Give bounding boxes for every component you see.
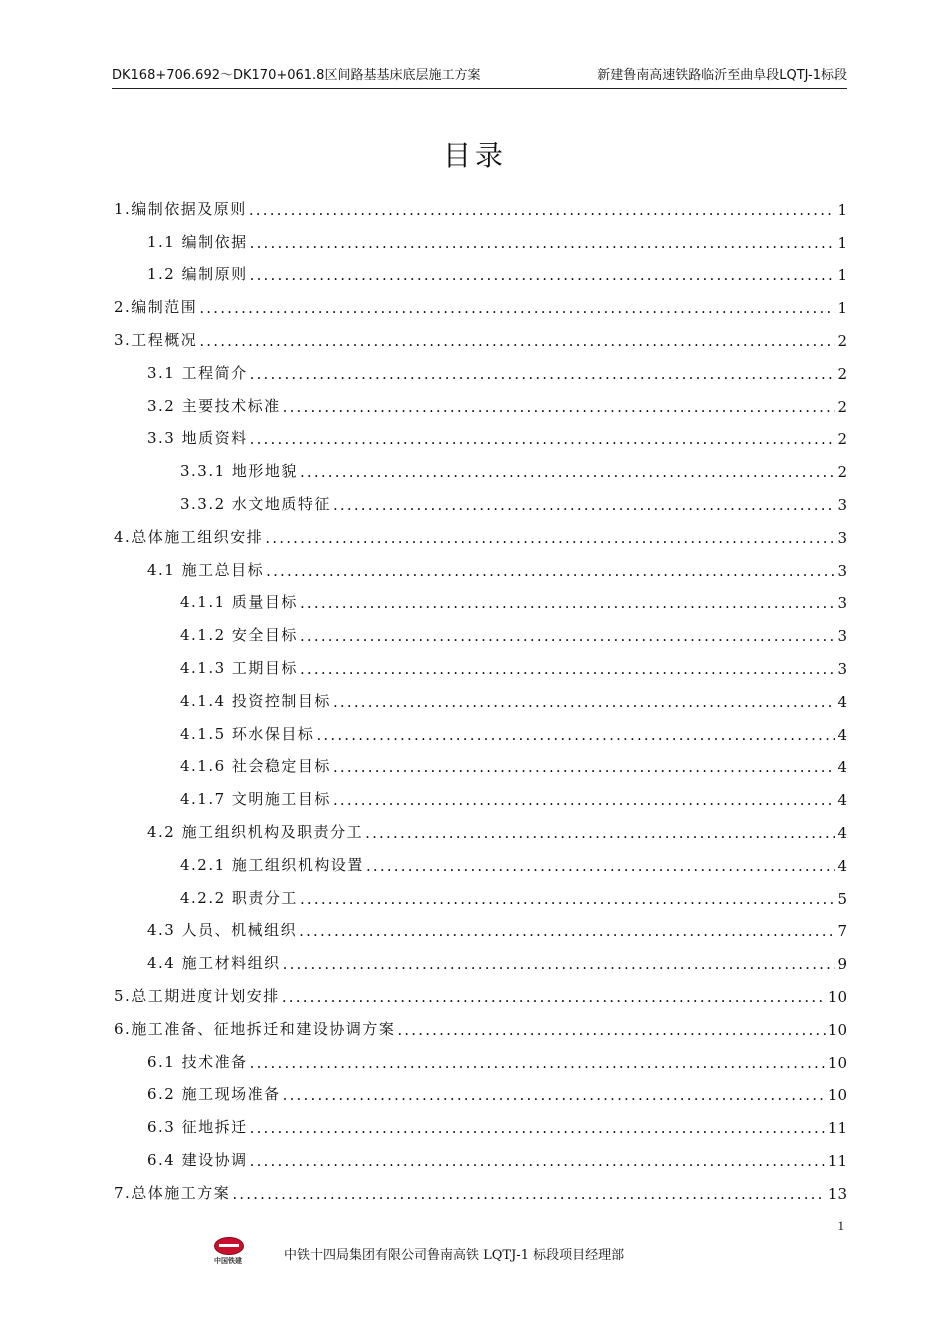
toc-entry[interactable] xyxy=(114,678,847,711)
toc-entry-label: 1.编制依据及原则 xyxy=(114,199,247,218)
toc-leader-dots xyxy=(199,332,835,350)
toc-entry-label: 4.1.2 安全目标 xyxy=(180,626,298,645)
toc-entry[interactable] xyxy=(114,875,847,908)
toc-leader-dots xyxy=(199,299,835,317)
toc-entry-label: 4.1.7 文明施工目标 xyxy=(180,790,331,809)
toc-leader-dots xyxy=(333,693,836,711)
page-number: 1 xyxy=(837,1218,844,1233)
toc-entry[interactable] xyxy=(114,809,847,842)
toc-leader-dots xyxy=(365,824,835,842)
toc-leader-dots xyxy=(283,955,836,973)
toc-entry[interactable] xyxy=(114,383,847,416)
toc-entry-label: 4.2.2 职责分工 xyxy=(180,888,298,907)
toc-leader-dots xyxy=(299,922,835,940)
toc-entry-page: 4 xyxy=(837,856,847,875)
table-of-contents xyxy=(114,186,847,1203)
toc-entry-page: 4 xyxy=(837,725,847,744)
toc-entry[interactable] xyxy=(114,776,847,809)
toc-leader-dots xyxy=(366,857,836,875)
toc-entry-page: 1 xyxy=(837,266,847,285)
toc-leader-dots xyxy=(300,660,836,678)
toc-entry-page: 3 xyxy=(837,594,847,613)
toc-leader-dots xyxy=(316,726,835,744)
toc-entry-page: 3 xyxy=(837,627,847,646)
page-title: 目录 xyxy=(442,139,507,172)
toc-entry-page: 7 xyxy=(837,922,847,941)
toc-entry[interactable] xyxy=(114,350,847,383)
toc-leader-dots xyxy=(333,496,836,514)
toc-leader-dots xyxy=(250,1152,826,1170)
toc-entry-page: 9 xyxy=(837,955,847,974)
toc-entry-label: 4.3 人员、机械组织 xyxy=(147,921,298,940)
toc-entry-label: 6.2 施工现场准备 xyxy=(147,1085,281,1104)
page-header xyxy=(112,66,847,89)
toc-entry-label: 1.2 编制原则 xyxy=(147,265,248,284)
toc-entry-page: 2 xyxy=(837,364,847,383)
toc-entry[interactable] xyxy=(114,547,847,580)
toc-entry[interactable] xyxy=(114,645,847,678)
toc-entry-label: 6.4 建设协调 xyxy=(147,1150,248,1169)
toc-entry-label: 4.总体施工组织安排 xyxy=(114,527,264,546)
toc-entry-label: 5.总工期进度计划安排 xyxy=(114,986,280,1005)
toc-leader-dots xyxy=(265,529,835,547)
toc-entry-label: 7.总体施工方案 xyxy=(114,1183,231,1202)
toc-leader-dots xyxy=(282,988,826,1006)
toc-entry-page: 10 xyxy=(827,1020,847,1039)
toc-entry-label: 1.1 编制依据 xyxy=(147,232,248,251)
toc-entry[interactable] xyxy=(114,1072,847,1105)
toc-entry-page: 10 xyxy=(827,1086,847,1105)
toc-entry[interactable] xyxy=(114,908,847,941)
toc-entry-page: 2 xyxy=(837,430,847,449)
toc-entry-page: 10 xyxy=(827,1053,847,1072)
toc-leader-dots xyxy=(397,1021,826,1039)
toc-entry-label: 4.1.1 质量目标 xyxy=(180,593,298,612)
toc-leader-dots xyxy=(250,1119,826,1137)
toc-entry-label: 6.3 征地拆迁 xyxy=(147,1118,248,1137)
toc-entry-label: 3.工程概况 xyxy=(114,330,198,349)
toc-entry-label: 3.3.2 水文地质特征 xyxy=(180,494,331,513)
company-logo xyxy=(208,1235,248,1271)
toc-entry[interactable] xyxy=(114,186,847,219)
toc-entry-label: 6.施工准备、征地拆迁和建设协调方案 xyxy=(114,1019,396,1038)
toc-leader-dots xyxy=(249,201,836,219)
toc-entry-page: 4 xyxy=(837,823,847,842)
toc-entry-label: 4.1.3 工期目标 xyxy=(180,658,298,677)
toc-entry[interactable] xyxy=(114,1137,847,1170)
toc-entry-label: 4.2 施工组织机构及职责分工 xyxy=(147,822,364,841)
toc-leader-dots xyxy=(250,365,836,383)
toc-entry-label: 4.2.1 施工组织机构设置 xyxy=(180,855,364,874)
toc-entry[interactable] xyxy=(114,940,847,973)
toc-entry-page: 4 xyxy=(837,791,847,810)
toc-entry-page: 3 xyxy=(837,528,847,547)
toc-entry[interactable] xyxy=(114,219,847,252)
toc-entry[interactable] xyxy=(114,284,847,317)
toc-entry-label: 4.1.5 环水保目标 xyxy=(180,724,315,743)
toc-entry[interactable] xyxy=(114,448,847,481)
toc-entry-label: 4.1 施工总目标 xyxy=(147,560,265,579)
toc-entry-label: 4.1.4 投资控制目标 xyxy=(180,691,331,710)
toc-leader-dots xyxy=(232,1185,826,1203)
toc-entry-label: 4.4 施工材料组织 xyxy=(147,954,281,973)
toc-entry-label: 3.2 主要技术标准 xyxy=(147,396,281,415)
toc-entry[interactable] xyxy=(114,514,847,547)
toc-entry[interactable] xyxy=(114,1006,847,1039)
header-document-title: DK168+706.692～DK170+061.8区间路基基床底层施工方案 xyxy=(112,68,481,83)
toc-entry-label: 4.1.6 社会稳定目标 xyxy=(180,757,331,776)
toc-entry-label: 3.3 地质资料 xyxy=(147,429,248,448)
toc-leader-dots xyxy=(250,430,836,448)
toc-entry[interactable] xyxy=(114,1104,847,1137)
toc-entry[interactable] xyxy=(114,973,847,1006)
toc-entry-page: 1 xyxy=(837,233,847,252)
toc-entry[interactable] xyxy=(114,317,847,350)
toc-entry-page: 13 xyxy=(827,1184,847,1203)
toc-entry[interactable] xyxy=(114,842,847,875)
toc-entry-page: 10 xyxy=(827,987,847,1006)
toc-entry[interactable] xyxy=(114,481,847,514)
toc-entry-page: 4 xyxy=(837,692,847,711)
toc-entry-label: 2.编制范围 xyxy=(114,298,198,317)
toc-entry-label: 3.1 工程简介 xyxy=(147,363,248,382)
toc-leader-dots xyxy=(250,234,836,252)
toc-entry-page: 11 xyxy=(827,1119,847,1138)
toc-leader-dots xyxy=(266,562,835,580)
toc-entry[interactable] xyxy=(114,612,847,645)
toc-leader-dots xyxy=(300,594,836,612)
toc-entry-page: 3 xyxy=(837,561,847,580)
toc-entry[interactable] xyxy=(114,580,847,613)
footer-company-name: 中铁十四局集团有限公司鲁南高铁 LQTJ-1 标段项目经理部 xyxy=(284,1247,625,1263)
toc-entry[interactable] xyxy=(114,1039,847,1072)
toc-entry-page: 1 xyxy=(837,299,847,318)
toc-entry-page: 4 xyxy=(837,758,847,777)
toc-leader-dots xyxy=(283,1086,826,1104)
header-project-name: 新建鲁南高速铁路临沂至曲阜段LQTJ-1标段 xyxy=(597,68,847,83)
toc-entry[interactable] xyxy=(114,416,847,449)
toc-entry-page: 2 xyxy=(837,463,847,482)
toc-entry[interactable] xyxy=(114,1170,847,1203)
toc-leader-dots xyxy=(300,890,836,908)
toc-leader-dots xyxy=(300,463,836,481)
toc-leader-dots xyxy=(250,1054,826,1072)
toc-entry[interactable] xyxy=(114,252,847,285)
toc-leader-dots xyxy=(283,398,836,416)
toc-entry-page: 11 xyxy=(827,1151,847,1170)
toc-leader-dots xyxy=(300,627,836,645)
toc-entry-page: 5 xyxy=(837,889,847,908)
toc-entry[interactable] xyxy=(114,711,847,744)
toc-entry-page: 3 xyxy=(837,659,847,678)
toc-entry-label: 6.1 技术准备 xyxy=(147,1052,248,1071)
toc-entry-page: 1 xyxy=(837,200,847,219)
toc-entry-label: 3.3.1 地形地貌 xyxy=(180,462,298,481)
toc-leader-dots xyxy=(250,266,836,284)
toc-entry-page: 3 xyxy=(837,495,847,514)
toc-entry[interactable] xyxy=(114,744,847,777)
crcc-logo-icon xyxy=(214,1237,244,1255)
logo-text: 中国铁建 xyxy=(214,1257,242,1265)
page-footer xyxy=(208,1233,624,1273)
toc-entry-page: 2 xyxy=(837,331,847,350)
toc-entry-page: 2 xyxy=(837,397,847,416)
toc-leader-dots xyxy=(333,758,836,776)
toc-leader-dots xyxy=(333,791,836,809)
